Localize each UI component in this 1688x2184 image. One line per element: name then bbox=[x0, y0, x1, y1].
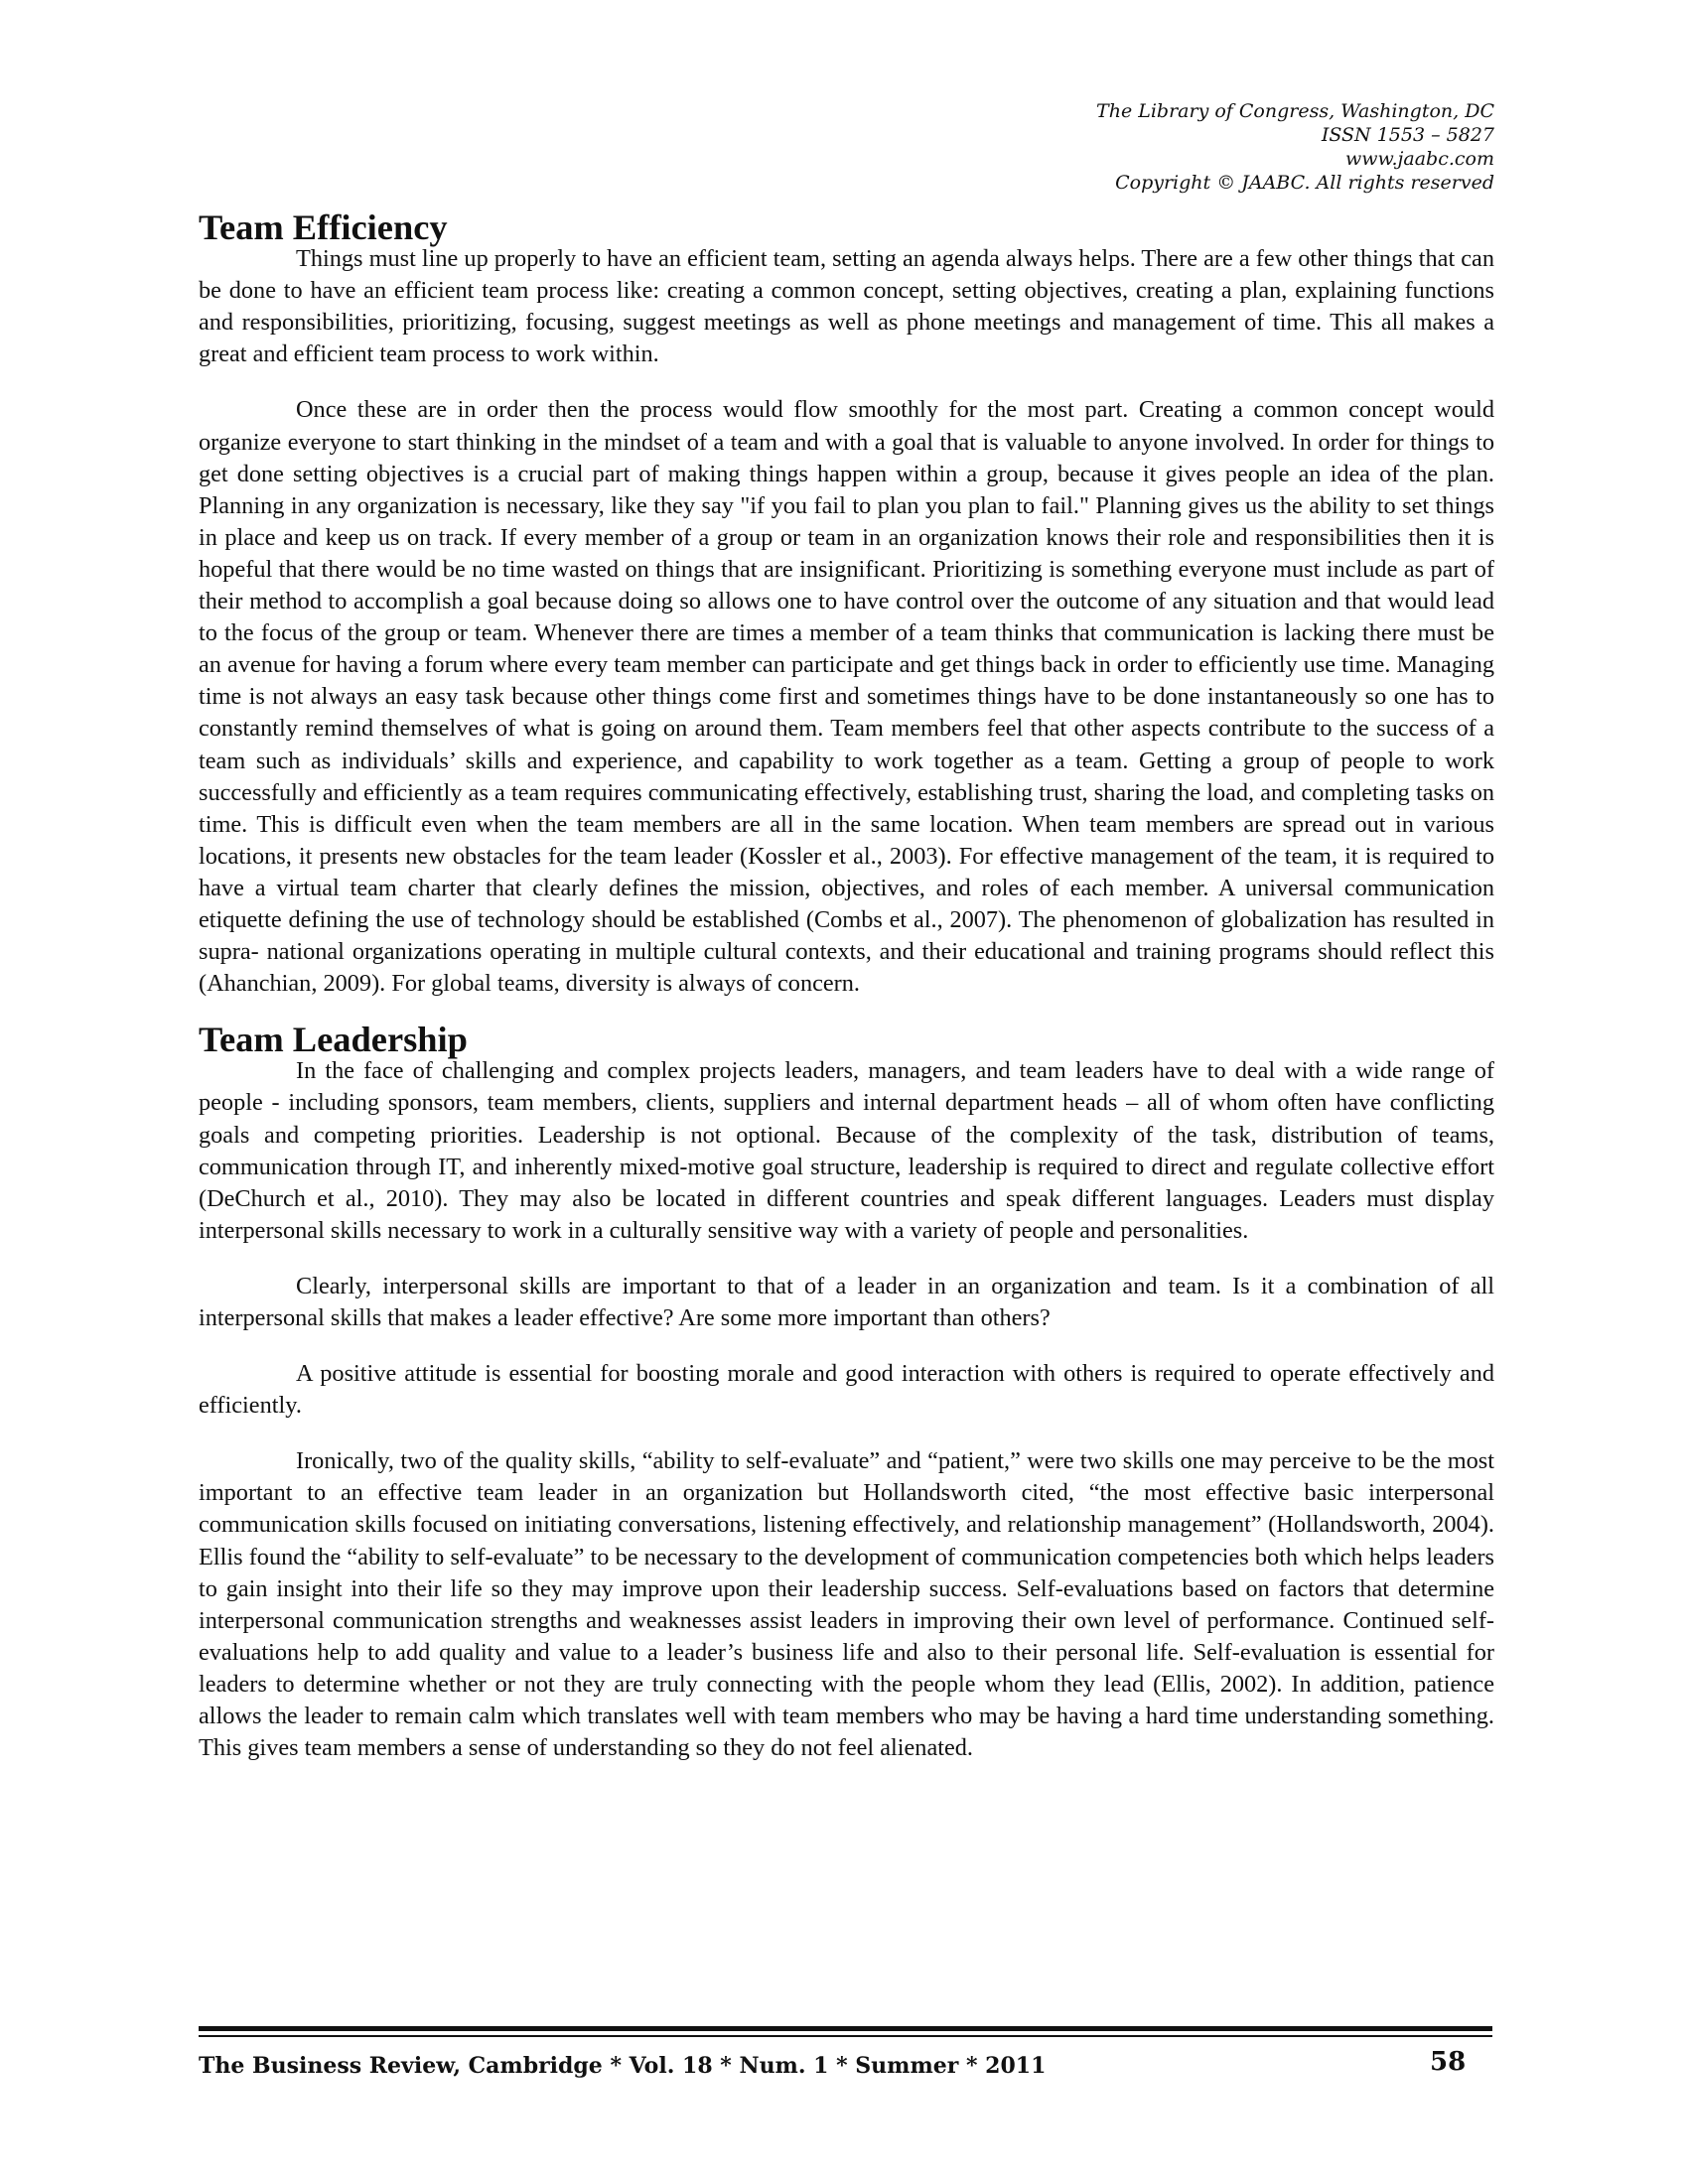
header-library: The Library of Congress, Washington, DC bbox=[1096, 100, 1494, 122]
paragraph: Once these are in order then the process would flow smoothly for the most part. Creating a common concept would organize everyone to start thinking in the mindset of a team and with a goal that is valuable to anyone involved. In order for things to get done setting objectives is a crucial part of making things happen within a group, because it gives people an idea of the plan. Planning in any organization is necessary, like they say "if you fail to plan you plan to fail." Planning gives us the ability to set things in place and keep us on track. If every member of a group or team in an organization knows their role and responsibilities then it is hopeful that there would be no time wasted on things that are insignificant. Prioritizing is something everyone must include as part of their method to accomplish a goal because doing so allows one to have control over the outcome of any situation and that would lead to the focus of the group or team. Whenever there are times a member of a team thinks that communication is lacking there must be an avenue for having a forum where every team member can participate and get things back in order to efficiently use time. Managing time is not always an easy task because other things come first and sometimes things have to be done instantaneously so one has to constantly remind themselves of what is going on around them. Team members feel that other aspects contribute to the success of a team such as individuals’ skills and experience, and capability to work together as a team. Getting a group of people to work successfully and efficiently as a team requires communicating effectively, establishing trust, sharing the load, and completing tasks on time. This is difficult even when the team members are all in the same location. When team members are spread out in various locations, it presents new obstacles for the team leader (Kossler et al., 2003). For effective management of the team, it is required to have a virtual team charter that clearly defines the mission, objectives, and roles of each member. A universal communication etiquette defining the use of technology should be established (Combs et al., 2007). The phenomenon of globalization has resulted in supra- national organizations operating in multiple cultural contexts, and their educational and training programs should reflect this (Ahanchian, 2009). For global teams, diversity is always of concern. bbox=[199, 396, 1495, 998]
header-website: www.jaabc.com bbox=[1344, 148, 1494, 170]
header-copyright: Copyright © JAABC. All rights reserved bbox=[1115, 172, 1494, 194]
footer-divider-thin bbox=[199, 2035, 1492, 2037]
section-title-team-efficiency: Team Efficiency bbox=[199, 207, 448, 247]
paragraph: Ironically, two of the quality skills, “ability to self-evaluate” and “patient,” were two skills one may perceive to be the most important to an effective team leader in an organization but Hollandsworth cited, “the most effective basic interpersonal communication skills focused on initiating conversations, listening effectively, and relationship management” (Hollandsworth, 2004). Ellis found the “ability to self-evaluate” to be necessary to the development of communication competencies both which helps leaders to gain insight into their life so they may improve upon their leadership success. Self-evaluations based on factors that determine interpersonal communication strengths and weaknesses assist leaders in improving their own level of performance. Continued self-evaluations help to add quality and value to a leader’s business life and also to their personal life. Self-evaluation is essential for leaders to determine whether or not they are truly connecting with the people whom they lead (Ellis, 2002). In addition, patience allows the leader to remain calm which translates well with team members who may be having a hard time understanding something. This gives team members a sense of understanding so they do not feel alienated. bbox=[199, 1447, 1494, 1762]
paragraph: A positive attitude is essential for boosting morale and good interaction with others is required to operate effectively and efficiently. bbox=[199, 1360, 1494, 1420]
paragraph: Clearly, interpersonal skills are important to that of a leader in an organization and team. Is it a combination of all interpersonal skills that makes a leader effective? Are some more important than others? bbox=[199, 1272, 1494, 1331]
footer-journal-info: The Business Review, Cambridge * Vol. 18 * Num. 1 * Summer * 2011 bbox=[199, 2053, 1047, 2079]
paragraph: Things must line up properly to have an efficient team, setting an agenda always helps. There are a few other things that can be done to have an efficient team process like: creating a common concept, setting objectives, creating a plan, explaining functions and responsibilities, prioritizing, focusing, suggest meetings as well as phone meetings and management of time. This all makes a great and efficient team process to work within. bbox=[199, 245, 1494, 368]
header-issn: ISSN 1553 – 5827 bbox=[1321, 124, 1494, 146]
section-title-team-leadership: Team Leadership bbox=[199, 1020, 468, 1060]
publication-header bbox=[799, 99, 1494, 195]
footer-divider-thick bbox=[199, 2026, 1492, 2031]
paragraph: In the face of challenging and complex projects leaders, managers, and team leaders have to deal with a wide range of people - including sponsors, team members, clients, suppliers and internal department heads – all of whom often have conflicting goals and competing priorities. Leadership is not optional. Because of the complexity of the task, distribution of teams, communication through IT, and inherently mixed-motive goal structure, leadership is required to direct and regulate collective effort (DeChurch et al., 2010). They may also be located in different countries and speak different languages. Leaders must display interpersonal skills necessary to work in a culturally sensitive way with a variety of people and personalities. bbox=[199, 1057, 1494, 1244]
page-number: 58 bbox=[1430, 2047, 1467, 2077]
article-body bbox=[199, 207, 1495, 1764]
